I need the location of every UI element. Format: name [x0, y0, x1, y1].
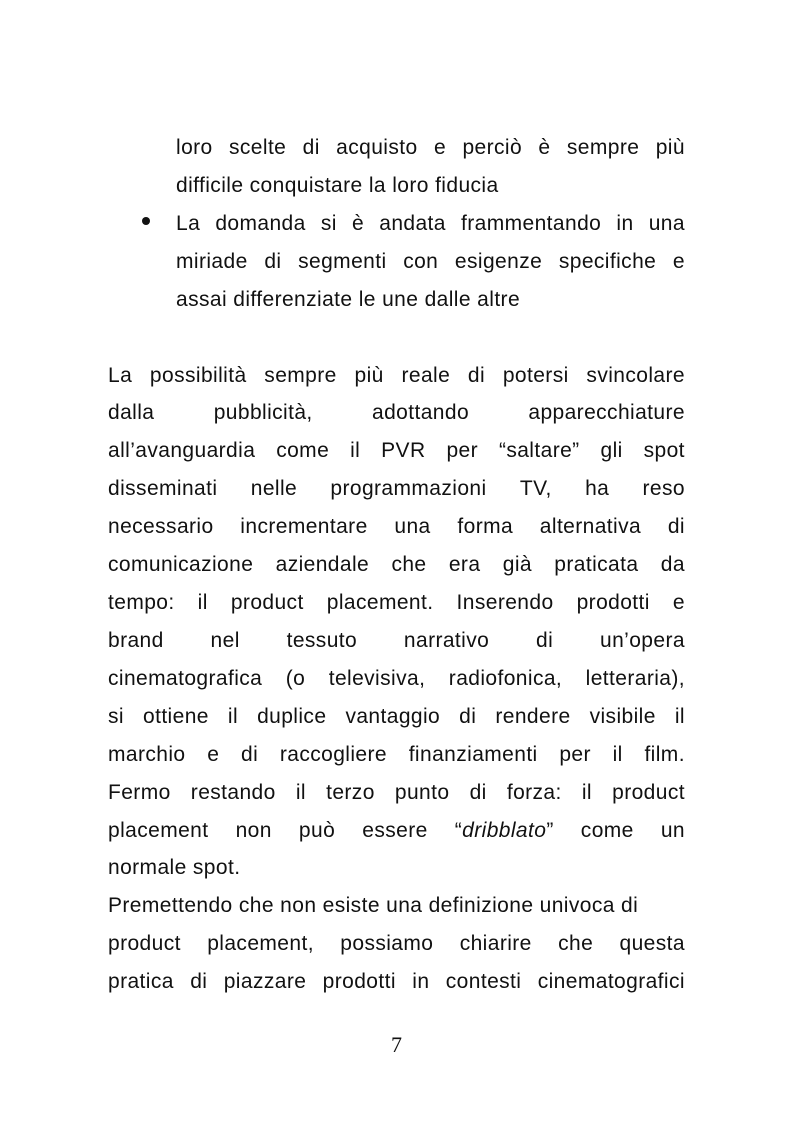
word: product [108, 932, 181, 955]
paragraph-2-line-1: Premettendo che non esiste una definizione univoca di [108, 894, 639, 917]
word: televisiva, [328, 667, 426, 690]
word: film. [644, 743, 685, 766]
word: un’opera [600, 629, 685, 652]
word: chiarire [459, 932, 532, 955]
word: si [108, 705, 124, 728]
word: forma [457, 515, 514, 538]
word: con [403, 250, 439, 273]
paragraph-1-line-4 [108, 474, 685, 504]
word: brand [108, 629, 164, 652]
word: sempre [566, 136, 640, 159]
word: potersi [502, 364, 569, 387]
italic-term: “dribblato” [454, 819, 554, 842]
word: di [667, 515, 685, 538]
word: di [241, 743, 259, 766]
paragraph-2-line-3 [108, 967, 685, 997]
paragraph-1-line-12 [108, 778, 685, 808]
word: (o [285, 667, 306, 690]
word: da [660, 553, 685, 576]
paragraph-1-line-13: placement non può essere “dribblato” come un [108, 816, 685, 846]
word: il [295, 781, 306, 804]
word: di [467, 364, 486, 387]
word: e [207, 743, 220, 766]
word: dalla [108, 401, 155, 424]
word: marchio [108, 743, 186, 766]
word: placement, [207, 932, 314, 955]
word: pubblicità, [213, 401, 313, 424]
word: all’avanguardia [108, 439, 256, 462]
list-item-line-2 [176, 247, 685, 277]
word: piazzare [223, 970, 307, 993]
paragraph-1-line-7 [108, 588, 685, 618]
word: possibilità [149, 364, 247, 387]
word: product [230, 591, 304, 614]
word: PVR [381, 439, 426, 462]
word: finanziamenti [408, 743, 538, 766]
word: una [394, 515, 431, 538]
word: miriade [176, 250, 248, 273]
word: scelte [229, 136, 287, 159]
word: restando [190, 781, 276, 804]
word: gli [600, 439, 623, 462]
word: più [655, 136, 685, 159]
word: tempo: [108, 591, 175, 614]
word: La [176, 212, 201, 235]
word: che [558, 932, 594, 955]
word: in [412, 970, 430, 993]
word: di [536, 629, 554, 652]
paragraph-1-line-8 [108, 626, 685, 656]
word: tessuto [286, 629, 358, 652]
word: duplice [257, 705, 327, 728]
word: una [648, 212, 685, 235]
word: aziendale [275, 553, 370, 576]
word: ottiene [143, 705, 209, 728]
word: possiamo [340, 932, 434, 955]
word: alternativa [539, 515, 642, 538]
word: pratica [108, 970, 174, 993]
word: il [350, 439, 361, 462]
word: cinematografici [537, 970, 685, 993]
word: sempre [264, 364, 337, 387]
word: punto [394, 781, 450, 804]
word: reso [642, 477, 685, 500]
word: il [674, 705, 685, 728]
word: spot [643, 439, 685, 462]
word: Inserendo [456, 591, 554, 614]
word: letteraria), [585, 667, 685, 690]
paragraph-1-line-9 [108, 664, 685, 694]
paragraph-1-line-6 [108, 550, 685, 580]
word: necessario [108, 515, 214, 538]
word: “saltare” [498, 439, 580, 462]
word: raccogliere [279, 743, 387, 766]
word: più [354, 364, 384, 387]
word: e [672, 250, 685, 273]
paragraph-2-line-2 [108, 929, 685, 959]
word: comunicazione [108, 553, 254, 576]
word: andata [379, 212, 446, 235]
word: Fermo [108, 781, 171, 804]
paragraph-1-line-11 [108, 740, 685, 770]
word: come [276, 439, 330, 462]
word: nel [210, 629, 240, 652]
word: reale [401, 364, 451, 387]
word: terzo [326, 781, 375, 804]
word: forza: [506, 781, 562, 804]
word: prodotti [322, 970, 396, 993]
paragraph-1-line-14: normale spot. [108, 856, 241, 879]
word: in [616, 212, 634, 235]
word: nelle [250, 477, 298, 500]
word: di [459, 705, 477, 728]
word: svincolare [586, 364, 685, 387]
word: adottando [372, 401, 470, 424]
list-item-line-3: assai differenziate le une dalle altre [176, 288, 521, 311]
word: già [502, 553, 532, 576]
word: acquisto [336, 136, 418, 159]
word: ha [585, 477, 610, 500]
paragraph-1-line-3 [108, 436, 685, 466]
word: si [320, 212, 337, 235]
word: di [264, 250, 282, 273]
word: frammentando [461, 212, 602, 235]
word: radiofonica, [448, 667, 563, 690]
word: La [108, 364, 133, 387]
word: di [190, 970, 208, 993]
word: product [612, 781, 685, 804]
word: e [672, 591, 685, 614]
word: praticata [554, 553, 639, 576]
paragraph-1-line-5 [108, 512, 685, 542]
word: disseminati [108, 477, 218, 500]
word: perciò [462, 136, 523, 159]
word: esigenze [454, 250, 543, 273]
word: narrativo [403, 629, 490, 652]
word: per [559, 743, 591, 766]
word: per [446, 439, 479, 462]
paragraph-1-line-10 [108, 702, 685, 732]
word: loro [176, 136, 213, 159]
list-item-continued-line-2: difficile conquistare la loro fiducia [176, 174, 499, 197]
word: specifiche [558, 250, 657, 273]
word: visibile [589, 705, 656, 728]
word: apparecchiature [528, 401, 685, 424]
list-item-continued-line-1 [176, 133, 685, 163]
word: era [448, 553, 481, 576]
word: contesti [445, 970, 522, 993]
paragraph-1-line-2 [108, 398, 685, 428]
word: il [581, 781, 592, 804]
word: TV, [519, 477, 552, 500]
bullet-icon [142, 217, 150, 225]
list-item-line-1 [176, 209, 685, 239]
word: e [433, 136, 447, 159]
word: è [538, 136, 551, 159]
word: segmenti [298, 250, 387, 273]
word: rendere [495, 705, 571, 728]
word: il [197, 591, 208, 614]
word: di [302, 136, 320, 159]
word: domanda [215, 212, 306, 235]
word: placement. [326, 591, 434, 614]
word: che [391, 553, 427, 576]
paragraph-1-line-1 [108, 361, 685, 391]
word: prodotti [576, 591, 650, 614]
word: incrementare [240, 515, 368, 538]
word: di [469, 781, 487, 804]
word: il [612, 743, 623, 766]
word: programmazioni [330, 477, 487, 500]
word: vantaggio [345, 705, 441, 728]
word: il [227, 705, 239, 728]
page-number: 7 [391, 1032, 402, 1057]
word: cinematografica [108, 667, 263, 690]
word: è [351, 212, 365, 235]
word: questa [619, 932, 685, 955]
